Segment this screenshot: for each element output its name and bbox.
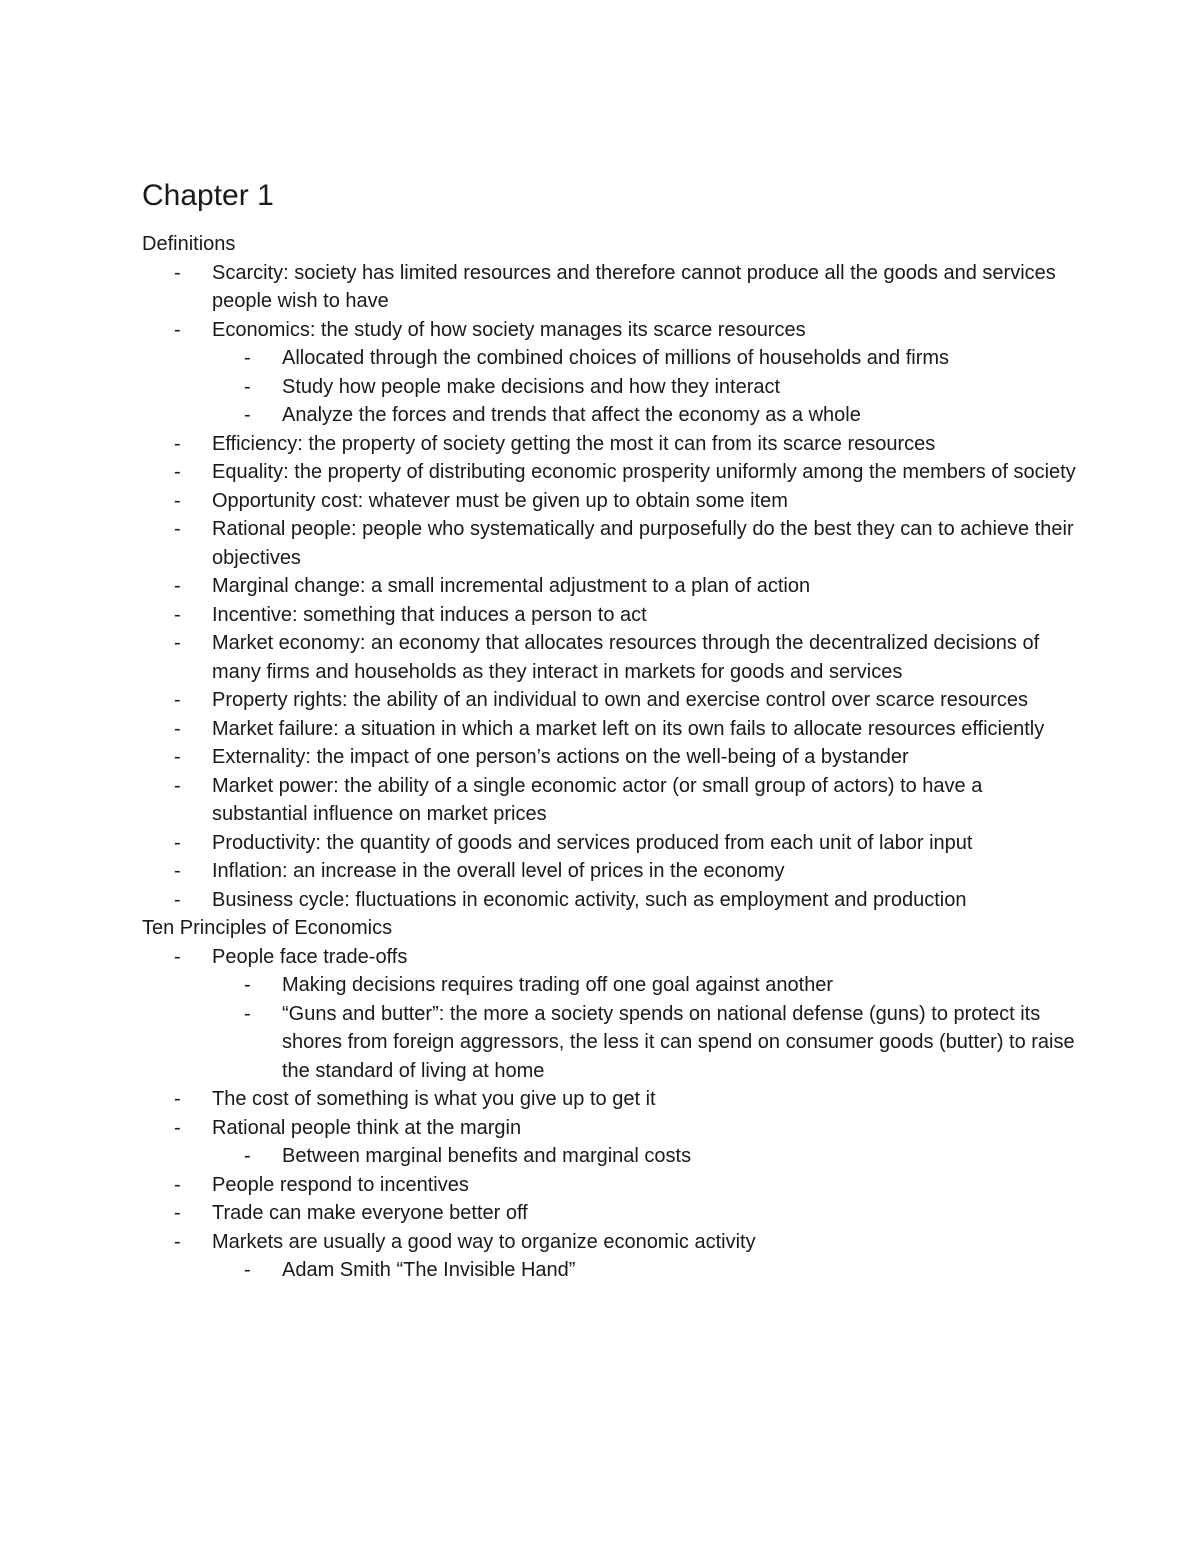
bullet-list <box>142 259 1082 915</box>
dash-bullet: - <box>174 318 181 341</box>
sub-list-item-text: Analyze the forces and trends that affect the economy as a whole <box>282 404 861 426</box>
list-item-text: Rational people think at the margin <box>212 1116 522 1139</box>
list-item-text: People face trade-offs <box>212 945 408 968</box>
list-item <box>142 458 1082 487</box>
list-item-text: Opportunity cost: whatever must be given up to obtain some item <box>212 489 788 512</box>
sub-list-item-text: Study how people make decisions and how they interact <box>282 375 781 398</box>
dash-bullet: - <box>174 746 181 768</box>
sub-list-item-text: Between marginal benefits and marginal costs <box>282 1145 692 1167</box>
page-title: Chapter 1 <box>142 179 274 212</box>
list-item <box>142 572 1082 601</box>
dash-bullet: - <box>174 1173 181 1196</box>
sub-list-item <box>142 1256 1082 1285</box>
list-item <box>142 316 1082 345</box>
sub-list-item-text: Allocated through the combined choices of millions of households and firms <box>282 347 950 369</box>
list-item <box>142 515 1082 572</box>
dash-bullet: - <box>174 489 181 512</box>
list-item <box>142 743 1082 772</box>
dash-bullet: - <box>174 261 181 284</box>
dash-bullet: - <box>174 888 181 911</box>
dash-bullet: - <box>174 461 181 483</box>
dash-bullet: - <box>244 1259 251 1281</box>
list-item <box>142 1171 1082 1200</box>
dash-bullet: - <box>174 632 181 654</box>
list-item-text: Market failure: a situation in which a market left on its own fails to allocate resources efficiently <box>212 717 1045 740</box>
list-item <box>142 1114 1082 1143</box>
dash-bullet: - <box>174 717 181 740</box>
sub-list-item <box>142 373 1082 402</box>
sub-list-item <box>142 1000 1082 1086</box>
list-item <box>142 829 1082 858</box>
dash-bullet: - <box>244 347 251 369</box>
dash-bullet: - <box>174 1116 181 1139</box>
sub-list-item-text: Adam Smith “The Invisible Hand” <box>282 1259 576 1281</box>
dash-bullet: - <box>174 575 181 597</box>
dash-bullet: - <box>174 689 181 711</box>
list-item-text: Marginal change: a small incremental adjustment to a plan of action <box>212 575 811 597</box>
list-item <box>142 629 1082 686</box>
list-item <box>142 857 1082 886</box>
list-item <box>142 772 1082 829</box>
list-item <box>142 686 1082 715</box>
list-item-text: Market power: the ability of a single economic actor (or small group of actors) to have a substantial influence on market prices <box>212 774 983 825</box>
dash-bullet: - <box>244 1002 251 1025</box>
list-item-text: People respond to incentives <box>212 1173 469 1196</box>
list-item-text: Markets are usually a good way to organize economic activity <box>212 1230 756 1253</box>
list-item-text: Productivity: the quantity of goods and services produced from each unit of labor input <box>212 831 973 854</box>
dash-bullet: - <box>244 1145 251 1167</box>
dash-bullet: - <box>174 860 181 882</box>
dash-bullet: - <box>174 1230 181 1253</box>
dash-bullet: - <box>174 1202 181 1224</box>
dash-bullet: - <box>174 1088 181 1110</box>
list-item <box>142 601 1082 630</box>
section-heading: Ten Principles of Economics <box>142 917 393 939</box>
dash-bullet: - <box>174 518 181 540</box>
list-item <box>142 886 1082 915</box>
bullet-list <box>142 943 1082 1285</box>
list-item <box>142 1228 1082 1257</box>
list-item <box>142 259 1082 316</box>
list-item <box>142 715 1082 744</box>
list-item-text: Equality: the property of distributing economic prosperity uniformly among the members of society <box>212 461 1076 483</box>
list-item-text: Property rights: the ability of an individual to own and exercise control over scarce resources <box>212 689 1028 711</box>
dash-bullet: - <box>174 603 181 626</box>
sub-list-item <box>142 1142 1082 1171</box>
list-item <box>142 487 1082 516</box>
list-item-text: Scarcity: society has limited resources and therefore cannot produce all the goods and services people wish to have <box>212 261 1056 312</box>
document-page <box>142 176 1082 1285</box>
section-heading: Definitions <box>142 233 236 255</box>
sub-list-item-text: “Guns and butter”: the more a society spends on national defense (guns) to protect its shores from foreign aggressors, the less it can spend on consumer goods (butter) to raise the standard of living at home <box>282 1002 1075 1082</box>
list-item-text: Business cycle: fluctuations in economic activity, such as employment and production <box>212 888 967 911</box>
dash-bullet: - <box>174 831 181 854</box>
list-item-text: Incentive: something that induces a person to act <box>212 603 647 626</box>
document-body <box>142 230 1082 1285</box>
dash-bullet: - <box>244 375 251 398</box>
dash-bullet: - <box>174 945 181 968</box>
list-item-text: Externality: the impact of one person’s actions on the well-being of a bystander <box>212 746 909 768</box>
list-item-text: Market economy: an economy that allocates resources through the decentralized decisions of many firms and households as they interact in markets for goods and services <box>212 632 1040 683</box>
list-item-text: Rational people: people who systematically and purposefully do the best they can to achieve their objectives <box>212 518 1074 569</box>
sub-list-item <box>142 401 1082 430</box>
dash-bullet: - <box>174 432 181 455</box>
list-item-text: Inflation: an increase in the overall level of prices in the economy <box>212 860 785 882</box>
list-item-text: Economics: the study of how society manages its scarce resources <box>212 318 806 341</box>
list-item <box>142 943 1082 972</box>
list-item-text: The cost of something is what you give up to get it <box>212 1088 656 1110</box>
list-item <box>142 1199 1082 1228</box>
sub-list-item <box>142 971 1082 1000</box>
sub-list-item-text: Making decisions requires trading off one goal against another <box>282 974 834 996</box>
list-item <box>142 1085 1082 1114</box>
list-item-text: Trade can make everyone better off <box>212 1202 528 1224</box>
list-item-text: Efficiency: the property of society getting the most it can from its scarce resources <box>212 432 936 455</box>
dash-bullet: - <box>244 974 251 996</box>
list-item <box>142 430 1082 459</box>
sub-list-item <box>142 344 1082 373</box>
dash-bullet: - <box>174 774 181 797</box>
dash-bullet: - <box>244 404 251 426</box>
